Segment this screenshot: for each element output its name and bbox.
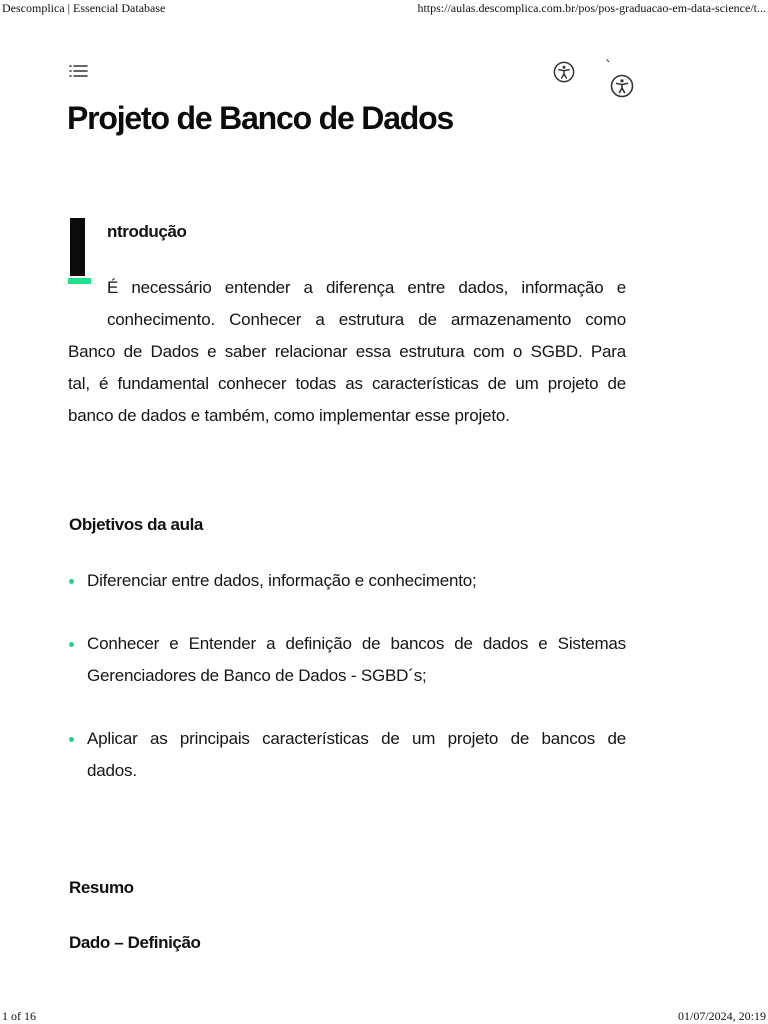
paragraph-line: Banco de Dados e saber relacionar essa estrutura com o SGBD. Para: [68, 342, 626, 361]
objective-line: Gerenciadores de Banco de Dados - SGBD´s;: [87, 666, 427, 685]
list-menu-icon[interactable]: [68, 64, 88, 80]
intro-paragraph: [68, 272, 626, 432]
tick-mark: `: [605, 59, 612, 75]
bullet-dot: [69, 642, 74, 647]
bullet-dot: [69, 579, 74, 584]
objective-line: dados.: [87, 761, 137, 780]
summary-heading: Resumo: [69, 878, 134, 897]
objectives-heading: Objetivos da aula: [69, 515, 203, 534]
bullet-dot: [69, 737, 74, 742]
accessibility-icon[interactable]: [610, 74, 634, 98]
objective-item: [68, 628, 626, 692]
objective-line: Diferenciar entre dados, informação e conhecimento;: [87, 571, 477, 590]
print-header-url: https://aulas.descomplica.com.br/pos/pos-graduacao-em-data-science/t...: [417, 1, 766, 15]
drop-cap-letter: [70, 218, 85, 276]
definition-heading: Dado – Definição: [69, 933, 201, 952]
objective-item: [68, 723, 626, 787]
accessibility-icon[interactable]: [553, 61, 575, 83]
intro-heading: ntrodução: [107, 222, 187, 241]
paragraph-line: banco de dados e também, como implementar esse projeto.: [68, 406, 510, 425]
print-footer-timestamp: 01/07/2024, 20:19: [677, 1009, 766, 1023]
page-title: Projeto de Banco de Dados: [67, 100, 454, 136]
objective-line: Aplicar as principais características de um projeto de bancos de: [87, 729, 626, 748]
objective-line: Conhecer e Entender a definição de bancos de dados e Sistemas: [87, 634, 626, 653]
objective-item: [68, 565, 626, 597]
print-footer-page: 1 of 16: [2, 1009, 36, 1023]
print-header-title: Descomplica | Essencial Database: [2, 1, 166, 15]
paragraph-line: tal, é fundamental conhecer todas as características de um projeto de: [68, 374, 626, 393]
paragraph-line: É necessário entender a diferença entre dados, informação e: [107, 278, 626, 297]
paragraph-line: conhecimento. Conhecer a estrutura de armazenamento como: [107, 310, 626, 329]
